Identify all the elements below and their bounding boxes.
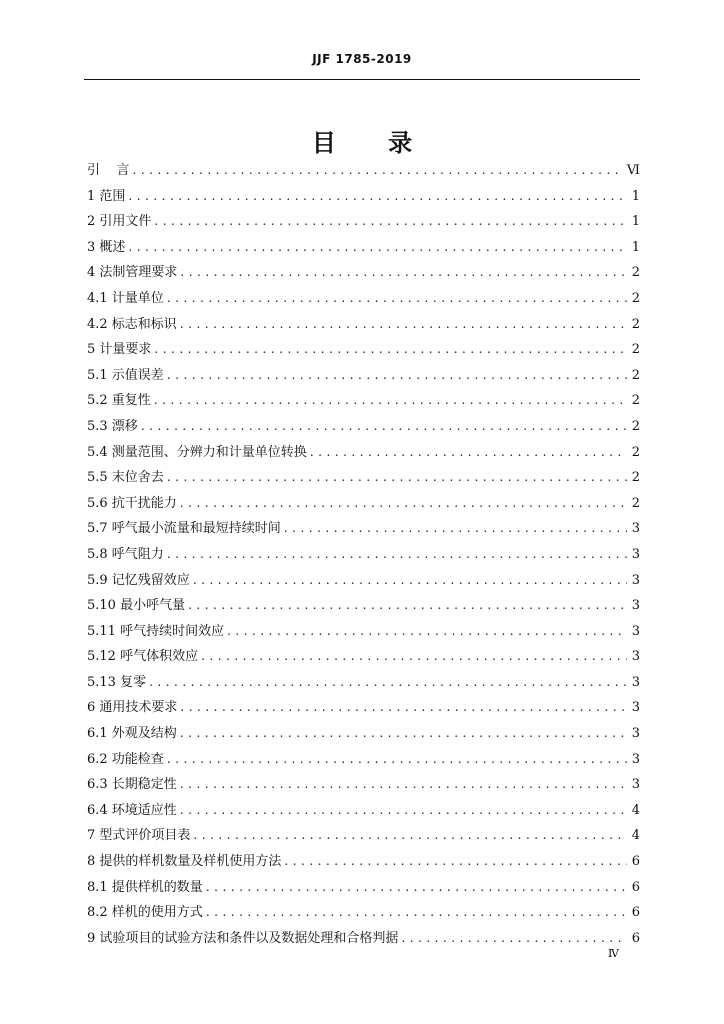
toc-entry-page: 2 [631, 290, 640, 306]
toc-entry[interactable] [87, 414, 640, 440]
toc-entry[interactable] [87, 209, 640, 235]
toc-entry-page: 2 [631, 495, 640, 511]
toc-entry[interactable] [87, 798, 640, 824]
toc-entry[interactable] [87, 235, 640, 261]
dot-leader [284, 849, 627, 875]
dot-leader [167, 542, 627, 568]
dot-leader [401, 926, 627, 952]
toc-entry[interactable] [87, 184, 640, 210]
toc-entry[interactable] [87, 337, 640, 363]
toc-entry[interactable] [87, 260, 640, 286]
toc-entry[interactable] [87, 312, 640, 338]
dot-leader [180, 312, 627, 338]
toc-entry-page: 3 [631, 700, 640, 716]
toc-entry-label: 6.2 功能检查 [87, 751, 164, 767]
toc-entry-label: 5.3 漂移 [87, 418, 138, 434]
dot-leader [180, 798, 627, 824]
dot-leader [133, 158, 624, 184]
dot-leader [180, 721, 627, 747]
toc-entry-label: 5.12 呼气体积效应 [87, 649, 199, 665]
toc-entry-page: 3 [631, 751, 640, 767]
toc-entry-page: 2 [631, 265, 640, 281]
toc-entry[interactable] [87, 670, 640, 696]
toc-entry[interactable] [87, 695, 640, 721]
dot-leader [180, 772, 627, 798]
toc-entry-label: 6.1 外观及结构 [87, 726, 177, 742]
toc-entry-page: 3 [631, 649, 640, 665]
toc-entry-page: 3 [631, 674, 640, 690]
dot-leader [284, 516, 627, 542]
toc-entry-label: 8 提供的样机数量及样机使用方法 [87, 854, 282, 870]
toc-entry-label: 2 引用文件 [87, 214, 152, 230]
toc-entry-label: 5.5 末位舍去 [87, 470, 164, 486]
running-header: JJF 1785-2019 [312, 52, 412, 66]
toc-entry-label: 5.4 测量范围、分辨力和计量单位转换 [87, 444, 307, 460]
toc-entry-page: 3 [631, 623, 640, 639]
toc-entry-label: 3 概述 [87, 239, 126, 255]
toc-entry[interactable] [87, 849, 640, 875]
toc-entry-label: 5 计量要求 [87, 342, 152, 358]
toc-entry[interactable] [87, 823, 640, 849]
toc-entry[interactable] [87, 286, 640, 312]
toc-entry-page: Ⅵ [626, 163, 640, 178]
toc-entry[interactable] [87, 465, 640, 491]
toc-entry[interactable] [87, 542, 640, 568]
dot-leader [154, 209, 627, 235]
toc-entry-label: 5.13 复零 [87, 674, 147, 690]
toc-entry-label: 7 型式评价项目表 [87, 828, 191, 844]
toc-entry[interactable] [87, 491, 640, 517]
toc-entry[interactable] [87, 363, 640, 389]
toc-entry-page: 1 [631, 188, 640, 204]
toc-entry[interactable] [87, 926, 640, 952]
toc-entry-label: 引 言 [87, 163, 130, 178]
dot-leader [193, 823, 627, 849]
dot-leader [180, 260, 627, 286]
toc-entry[interactable] [87, 721, 640, 747]
toc-entry-label: 8.2 样机的使用方式 [87, 905, 203, 921]
toc-entry[interactable] [87, 593, 640, 619]
toc-entry[interactable] [87, 568, 640, 594]
toc-entry-label: 9 试验项目的试验方法和条件以及数据处理和合格判据 [87, 930, 399, 946]
dot-leader [149, 670, 627, 696]
toc-entry-label: 5.1 示值误差 [87, 367, 164, 383]
dot-leader [167, 465, 627, 491]
toc-entry-page: 3 [631, 726, 640, 742]
toc-entry[interactable] [87, 875, 640, 901]
toc-entry[interactable] [87, 158, 640, 184]
dot-leader [167, 286, 627, 312]
dot-leader [141, 414, 627, 440]
toc-entry[interactable] [87, 747, 640, 773]
toc-entry-page: 6 [631, 905, 640, 921]
page-number: Ⅳ [608, 947, 619, 960]
toc-entry-label: 5.11 呼气持续时间效应 [87, 623, 225, 639]
dot-leader [154, 337, 627, 363]
dot-leader [128, 184, 627, 210]
dot-leader [206, 875, 627, 901]
page-title: 目 录 [311, 129, 435, 157]
toc-entry-label: 4.1 计量单位 [87, 290, 164, 306]
dot-leader [193, 568, 627, 594]
toc-entry-page: 3 [631, 572, 640, 588]
dot-leader [167, 363, 627, 389]
toc-entry-label: 5.7 呼气最小流量和最短持续时间 [87, 521, 281, 537]
dot-leader [310, 440, 627, 466]
toc-entry-page: 2 [631, 418, 640, 434]
toc-entry-page: 6 [631, 930, 640, 946]
dot-leader [167, 747, 627, 773]
dot-leader [227, 619, 627, 645]
dot-leader [188, 593, 627, 619]
toc-entry-label: 6.4 环境适应性 [87, 802, 177, 818]
toc-entry-page: 1 [631, 214, 640, 230]
toc-entry-page: 2 [631, 393, 640, 409]
toc-entry-label: 4.2 标志和标识 [87, 316, 177, 332]
toc-entry-page: 4 [631, 828, 640, 844]
toc-entry-page: 2 [631, 470, 640, 486]
toc-entry-label: 6.3 长期稳定性 [87, 777, 177, 793]
toc-entry-label: 5.6 抗干扰能力 [87, 495, 177, 511]
toc-entry-label: 4 法制管理要求 [87, 265, 178, 281]
dot-leader [180, 695, 627, 721]
dot-leader [180, 491, 627, 517]
header-rule [84, 79, 640, 80]
toc-entry-page: 3 [631, 521, 640, 537]
toc-entry[interactable] [87, 388, 640, 414]
toc-entry-label: 5.10 最小呼气量 [87, 598, 186, 614]
dot-leader [206, 900, 627, 926]
table-of-contents [87, 158, 640, 951]
toc-entry-page: 2 [631, 316, 640, 332]
toc-entry-label: 5.8 呼气阻力 [87, 546, 164, 562]
toc-entry-page: 6 [631, 854, 640, 870]
toc-entry[interactable] [87, 440, 640, 466]
toc-entry[interactable] [87, 619, 640, 645]
toc-entry-page: 2 [631, 367, 640, 383]
toc-entry-label: 8.1 提供样机的数量 [87, 879, 203, 895]
toc-entry-label: 6 通用技术要求 [87, 700, 178, 716]
toc-entry-page: 3 [631, 598, 640, 614]
toc-entry[interactable] [87, 644, 640, 670]
toc-entry[interactable] [87, 516, 640, 542]
toc-entry-page: 3 [631, 777, 640, 793]
toc-entry-page: 3 [631, 546, 640, 562]
dot-leader [128, 235, 627, 261]
toc-entry-page: 2 [631, 444, 640, 460]
toc-entry-label: 5.9 记忆残留效应 [87, 572, 190, 588]
toc-entry[interactable] [87, 772, 640, 798]
toc-entry-page: 2 [631, 342, 640, 358]
toc-entry-page: 4 [631, 802, 640, 818]
toc-entry-page: 1 [631, 239, 640, 255]
toc-entry[interactable] [87, 900, 640, 926]
toc-entry-page: 6 [631, 879, 640, 895]
toc-entry-label: 5.2 重复性 [87, 393, 151, 409]
dot-leader [201, 644, 627, 670]
toc-entry-label: 1 范围 [87, 188, 126, 204]
dot-leader [154, 388, 627, 414]
